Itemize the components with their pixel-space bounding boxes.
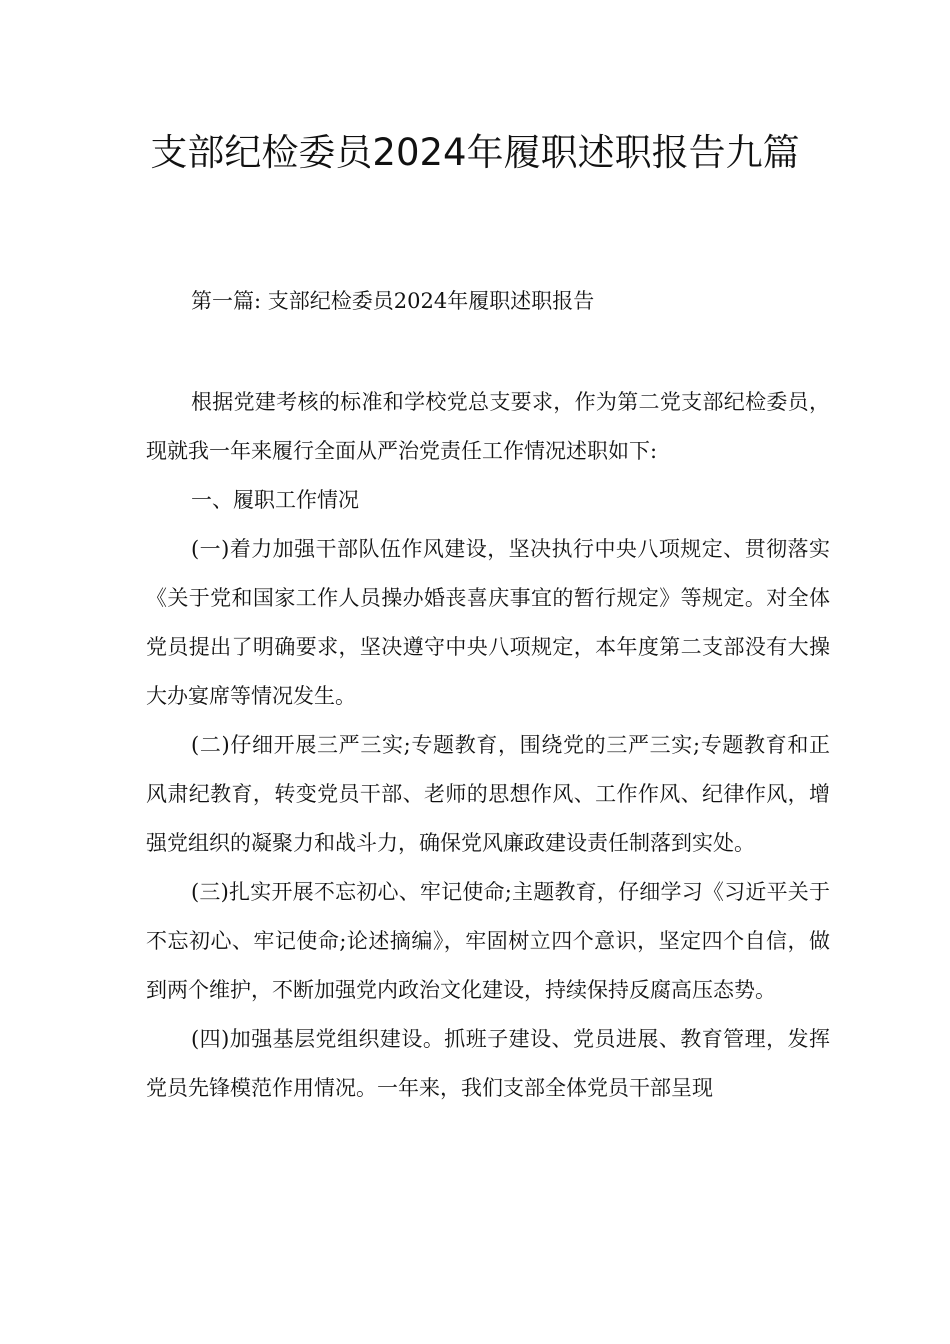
paragraph-item-1: (一)着力加强干部队伍作风建设，坚决执行中央八项规定、贯彻落实《关于党和国家工作人员操办婚丧喜庆事宜的暂行规定》等规定。对全体党员提出了明确要求，坚决遵守中央八项规定，本年度第二支部没有大操大办宴席等情况发生。 [146,537,830,708]
paragraph-intro: 根据党建考核的标准和学校党总支要求，作为第二党支部纪检委员，现就我一年来履行全面从严治党责任工作情况述职如下: [146,390,830,463]
paragraph-item-3: (三)扎实开展不忘初心、牢记使命;主题教育，仔细学习《习近平关于不忘初心、牢记使命;论述摘编》，牢固树立四个意识，坚定四个自信，做到两个维护，不断加强党内政治文化建设，持续保持反腐高压态势。 [146,880,830,1002]
document-body [146,378,830,1113]
paragraph-item-4: (四)加强基层党组织建设。抓班子建设、党员进展、教育管理，发挥党员先锋模范作用情况。一年来，我们支部全体党员干部呈现 [146,1027,830,1100]
section-subheading: 第一篇: 支部纪检委员2024年履职述职报告 [191,289,595,313]
section-heading-duties: 一、履职工作情况 [191,488,359,512]
paragraph-item-2: (二)仔细开展三严三实;专题教育，围绕党的三严三实;专题教育和正风肃纪教育，转变党员干部、老师的思想作风、工作作风、纪律作风，增强党组织的凝聚力和战斗力，确保党风廉政建设责任制落到实处。 [146,733,830,855]
document-title: 支部纪检委员2024年履职述职报告九篇 [150,131,800,174]
